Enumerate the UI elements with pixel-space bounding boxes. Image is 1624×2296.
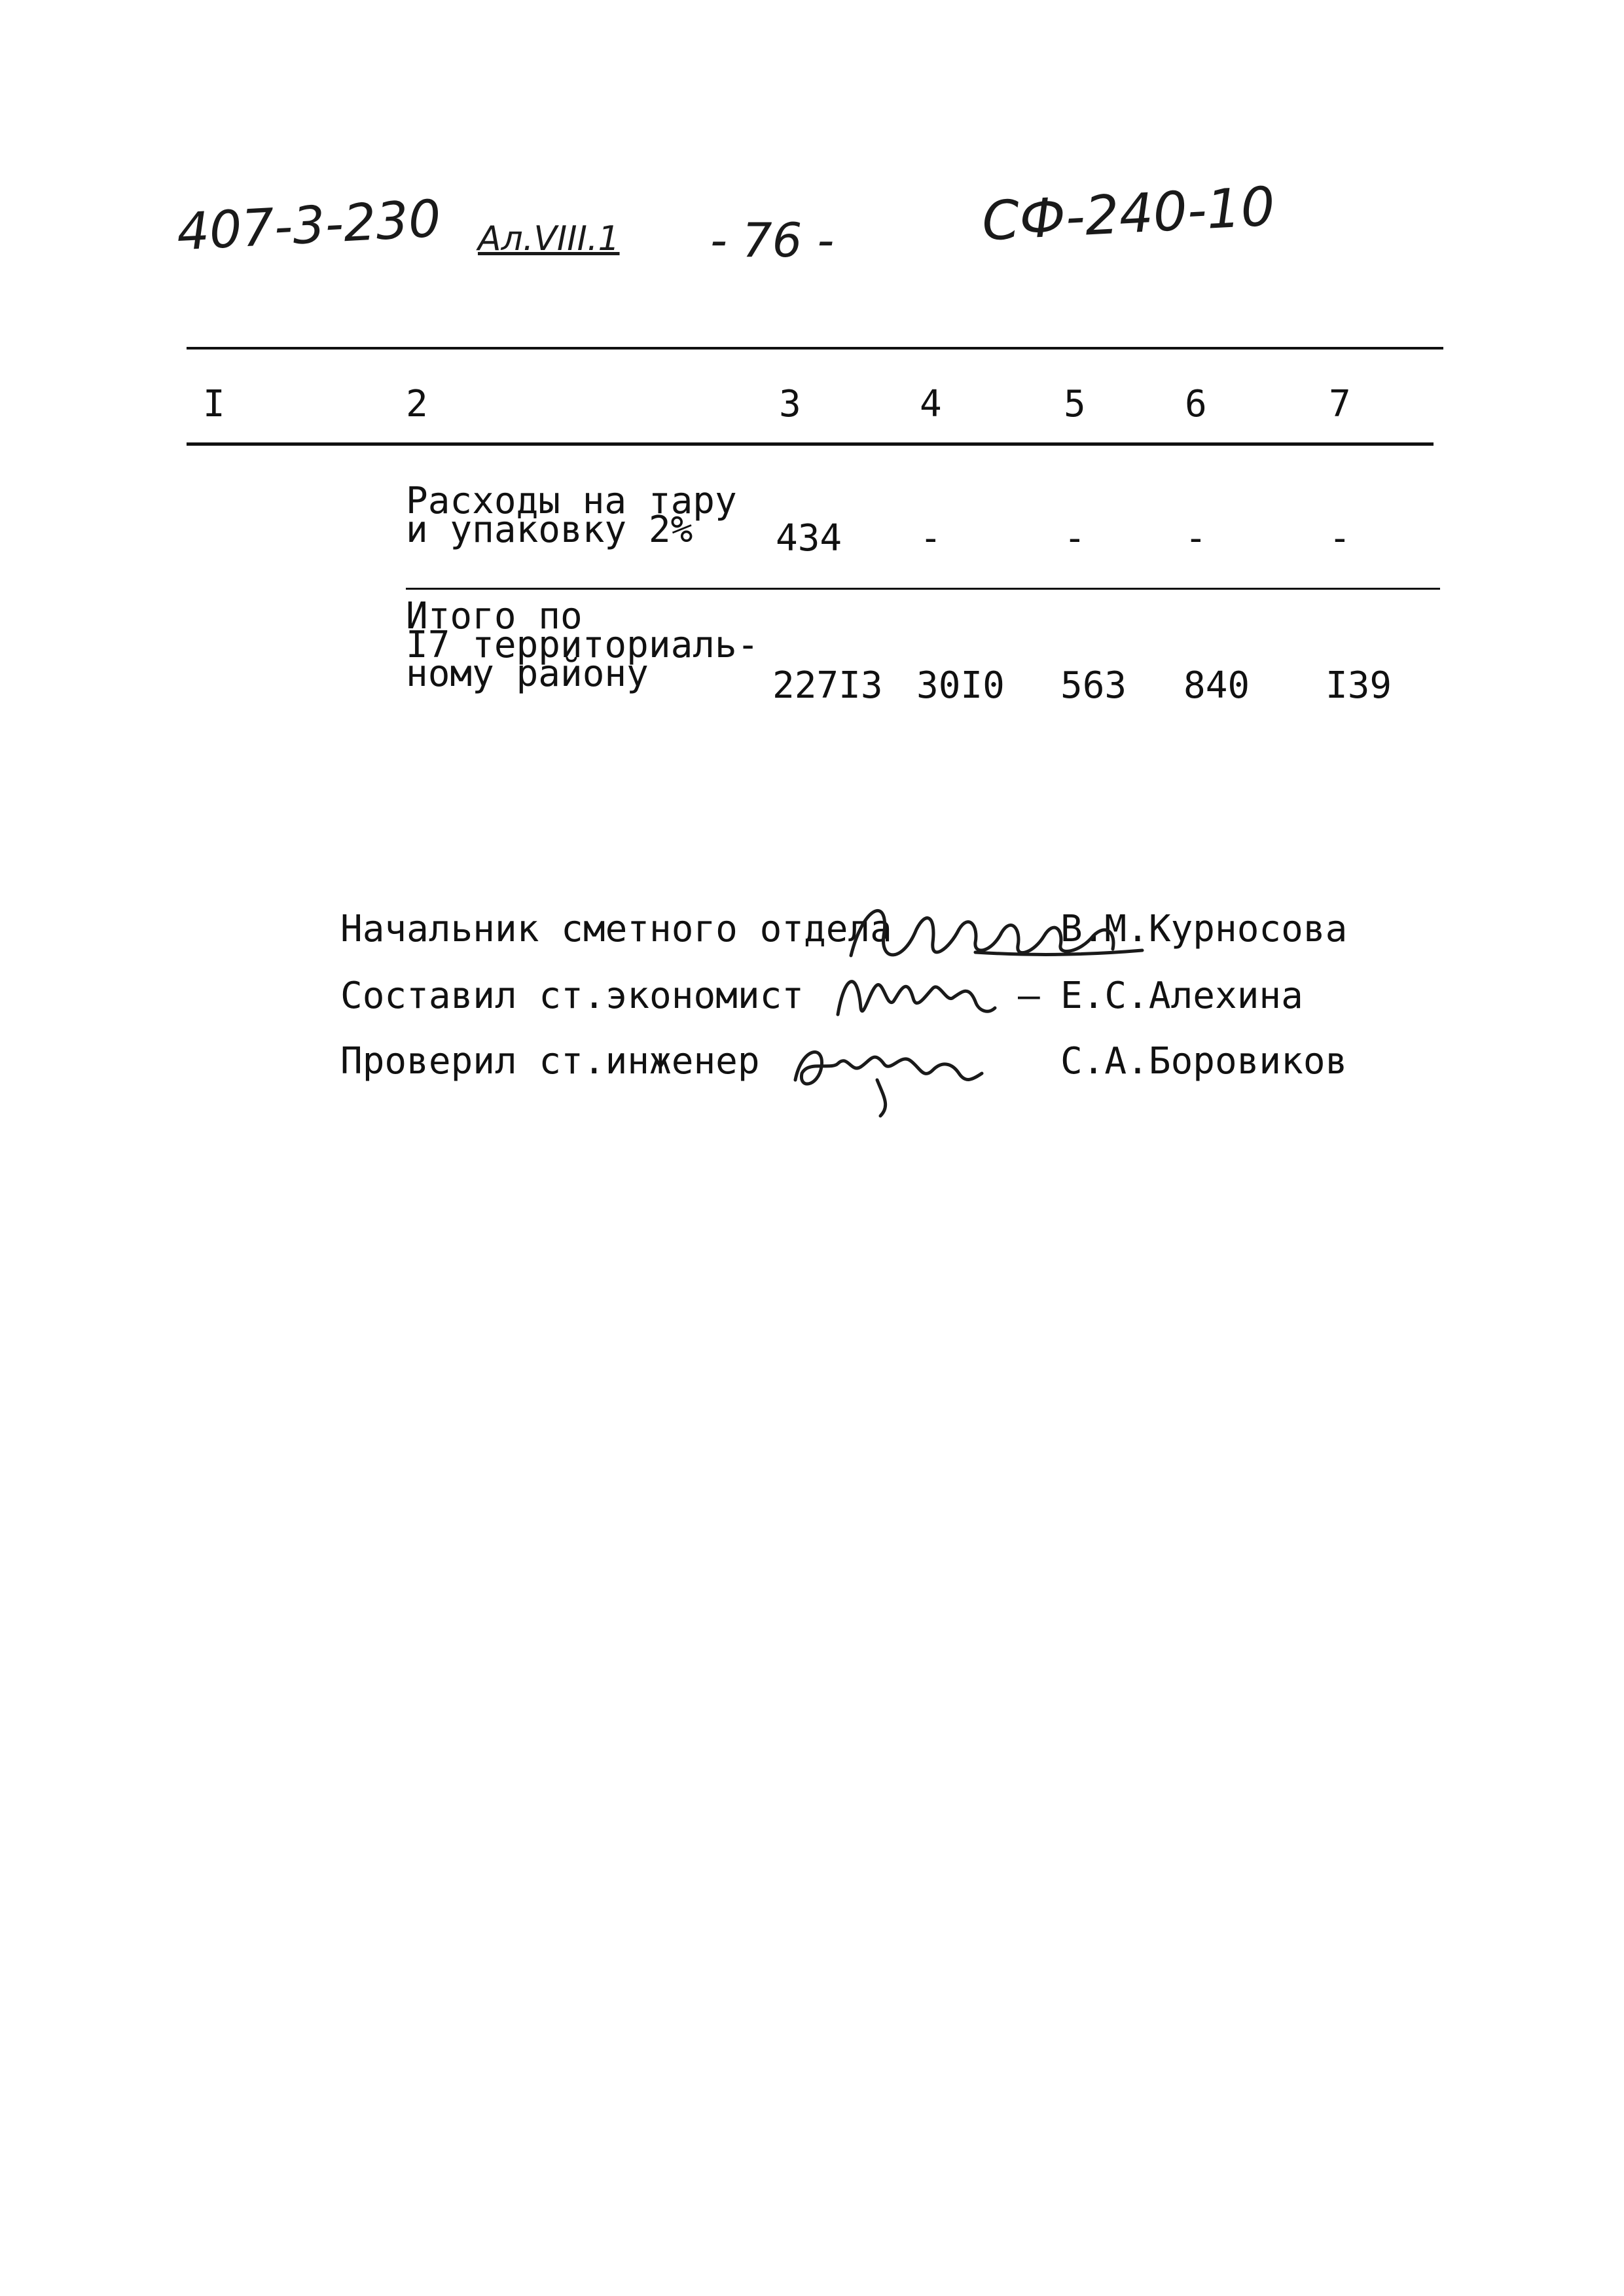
page-number: - 76 -	[710, 213, 835, 268]
doc-number: 407-3-230	[175, 189, 442, 262]
table-row-1-col7: -	[1329, 517, 1351, 560]
signer-3-name: С.А.Боровиков	[1060, 1040, 1348, 1083]
album-number: Ал.VIII.1	[478, 219, 620, 259]
signer-2-title: Составил ст.экономист	[340, 975, 804, 1017]
sheet-code: СФ-240-10	[980, 175, 1277, 253]
signer-3-title: Проверил ст.инженер	[340, 1040, 760, 1083]
table-top-rule	[187, 347, 1443, 350]
row-separator	[406, 588, 1440, 590]
signer-2-dash: —	[1018, 975, 1040, 1017]
table-row-1-col3: 434	[776, 517, 842, 560]
signature-2-mark	[831, 962, 1001, 1028]
col-header-7: 7	[1329, 383, 1351, 425]
col-header-5: 5	[1064, 383, 1086, 425]
table-row-1-col5: -	[1064, 517, 1086, 560]
signature-3-mark	[785, 1034, 995, 1119]
table-row-1-name: Расходы на тару и упаковку 2%	[406, 480, 737, 551]
table-row-2-col4: 30I0	[916, 664, 1005, 707]
signer-2-name: Е.С.Алехина	[1060, 975, 1303, 1017]
table-row-2-name: Итого по I7 территориаль- ному району	[406, 595, 759, 695]
table-row-2-col3: 227I3	[772, 664, 883, 707]
table-row-2-col6: 840	[1183, 664, 1250, 707]
table-row-2-col5: 563	[1060, 664, 1127, 707]
col-header-2: 2	[406, 383, 428, 425]
col-header-6: 6	[1185, 383, 1207, 425]
table-row-2-col7: I39	[1326, 664, 1392, 707]
col-header-4: 4	[920, 383, 942, 425]
table-header-rule	[187, 442, 1434, 446]
table-row-1-col4: -	[920, 517, 942, 560]
table-row-1-col6: -	[1185, 517, 1207, 560]
col-header-3: 3	[779, 383, 801, 425]
signer-1-name: В.М.Курносова	[1060, 908, 1348, 950]
col-header-1: I	[203, 383, 225, 425]
signer-1-title: Начальник сметного отдела	[340, 908, 892, 950]
